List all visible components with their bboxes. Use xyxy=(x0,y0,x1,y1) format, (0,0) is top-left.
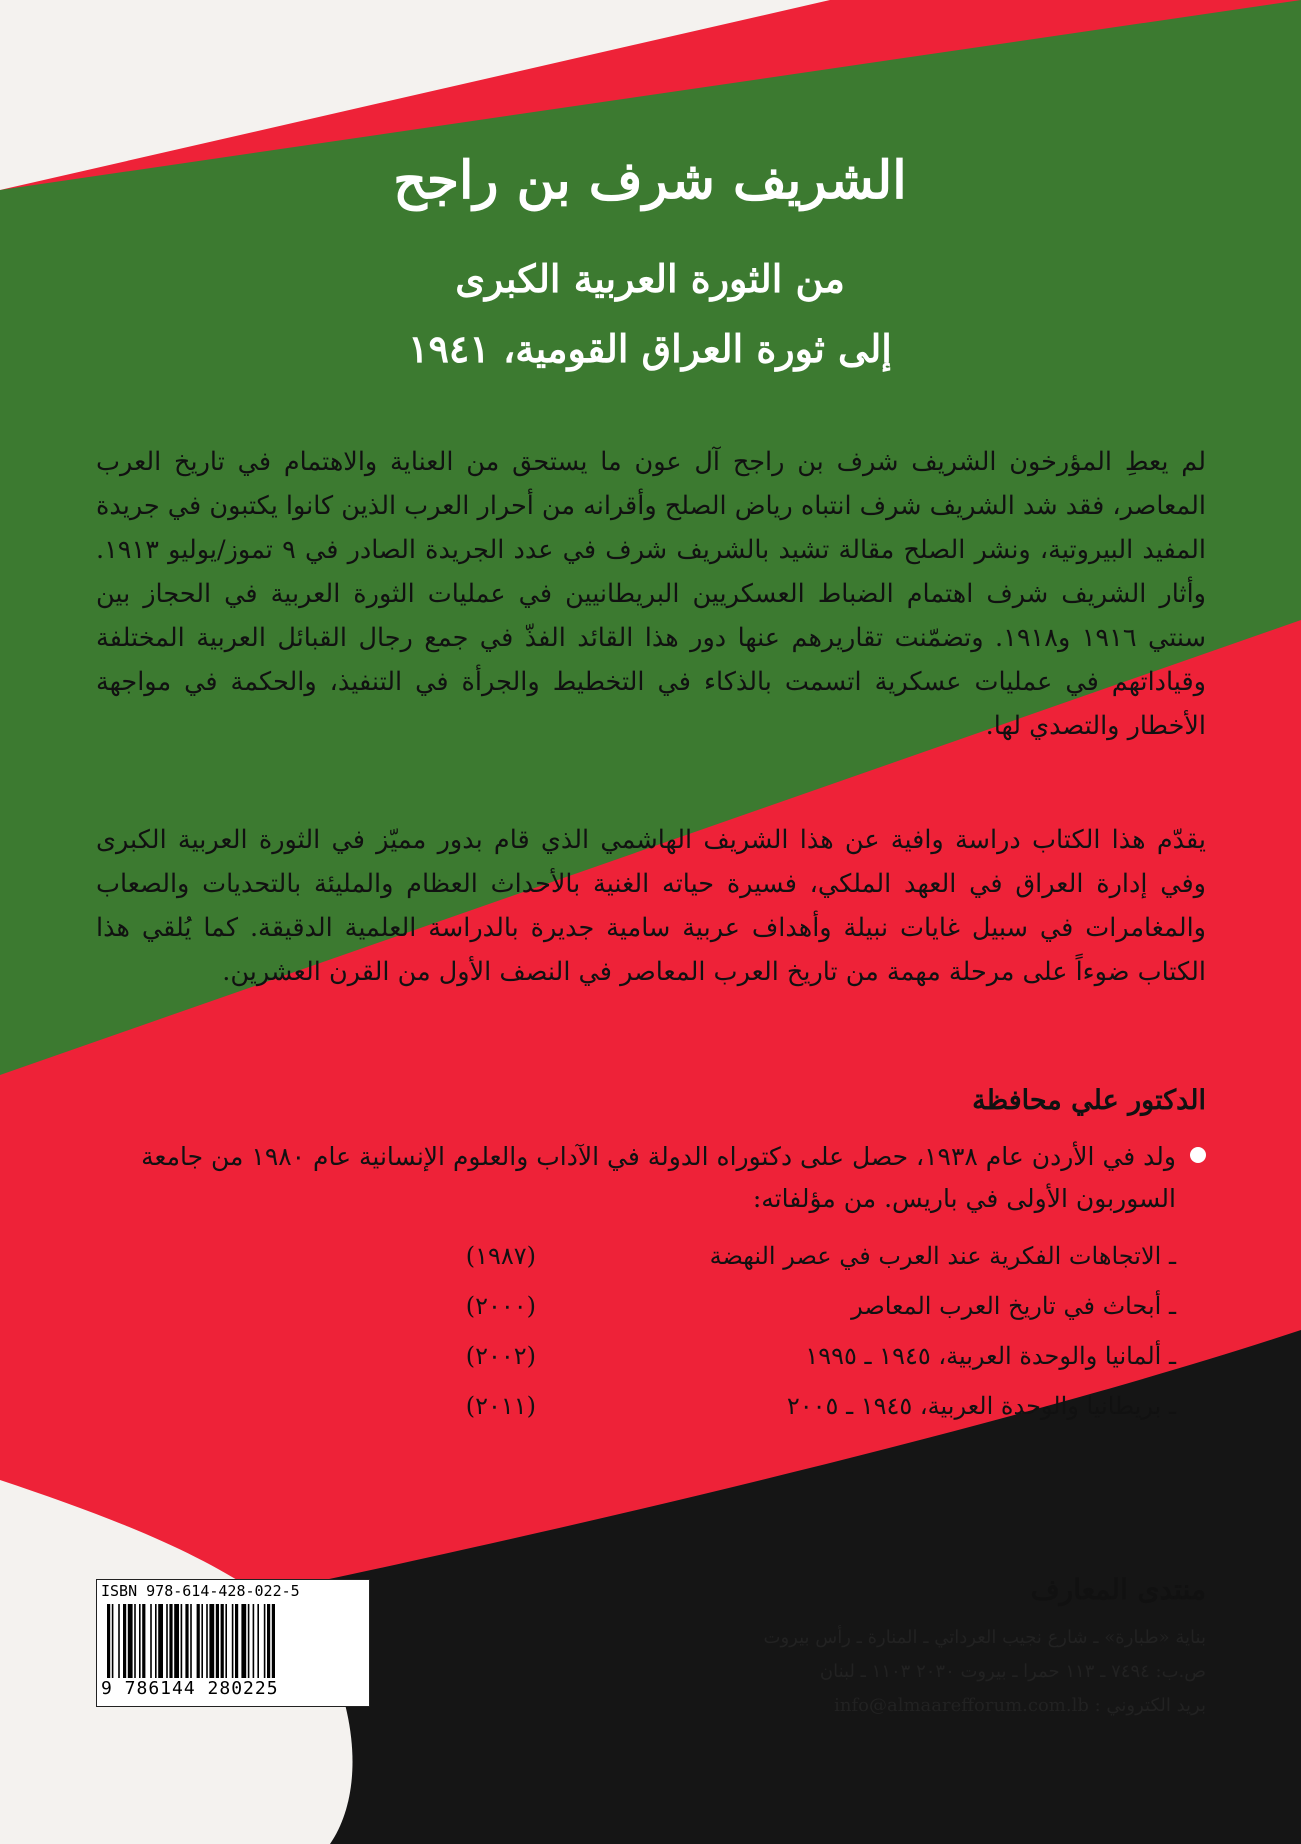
barcode-bar xyxy=(118,1604,120,1678)
barcode-bar xyxy=(267,1604,270,1678)
barcode-bar xyxy=(264,1604,266,1678)
barcode-bar xyxy=(190,1604,192,1678)
publisher-name: منتدى المعارف xyxy=(1030,1573,1206,1606)
work-year: (١٩٨٧) xyxy=(465,1242,536,1270)
barcode-bars xyxy=(105,1604,361,1678)
work-title: ـ ألمانيا والوحدة العربية، ١٩٤٥ ـ ١٩٩٥ xyxy=(805,1342,1176,1370)
email-address: info@almaarefforum.com.lb xyxy=(834,1695,1089,1716)
barcode-bar xyxy=(181,1604,183,1678)
barcode-bar xyxy=(139,1604,141,1678)
publisher-email-row xyxy=(834,1695,1206,1716)
barcode-bar xyxy=(221,1604,224,1678)
barcode-bar xyxy=(197,1604,200,1678)
barcode-bar xyxy=(206,1604,208,1678)
barcode-bar xyxy=(241,1604,246,1678)
blurb-paragraph-2: يقدّم هذا الكتاب دراسة وافية عن هذا الشريف الهاشمي الذي قام بدور مميّز في الثورة العربية الكبرى وفي إدارة العراق في العهد الملكي، فسيرة حياته الغنية بالأحداث العظام والمليئة بالتحديات والصعاب والمغامرات في سبيل غايات نبيلة وأهداف عربية سامية جديرة بالدراسة العلمية الدقيقة. كما يُلقي هذا الكتاب ضوءاً على مرحلة مهمة من تاريخ العرب المعاصر في النصف الأول من القرن العشرين. xyxy=(96,825,1206,987)
barcode-digits: 9 786144 280225 xyxy=(101,1678,279,1699)
barcode-bar xyxy=(155,1604,157,1678)
barcode-bar xyxy=(257,1604,259,1678)
barcode-bar xyxy=(248,1604,250,1678)
barcode-bar xyxy=(166,1604,168,1678)
publisher-address-line1: بناية «طبارة» ـ شارع نجيب العرداتي ـ المنارة ـ رأس بيروت xyxy=(763,1627,1206,1648)
barcode-bar xyxy=(107,1604,110,1678)
blurb-paragraph-1: لم يعطِ المؤرخون الشريف شرف بن راجح آل عون ما يستحق من العناية والاهتمام في تاريخ العرب المعاصر، فقد شد الشريف شرف انتباه رياض الصلح وأقرانه من أحرار العرب الذين كانوا يكتبون في جريدة المفيد البيروتية، ونشر الصلح مقالة تشيد بالشريف شرف في عدد الجريدة الصادر في ٩ تموز/يوليو ١٩١٣. وأثار الشريف شرف اهتمام الضباط العسكريين البريطانيين في عمليات الثورة العربية في الحجاز بين سنتي ١٩١٦ و١٩١٨. وتضمّنت تقاريرهم عنها دور هذا القائد الفذّ في جمع رجال القبائل العربية المختلفة وقياداتهم في عمليات عسكرية اتسمت بالذكاء في التخطيط والجرأة في التنفيذ، والحكمة في مواجهة الأخطار والتصدي لها. xyxy=(96,447,1206,741)
work-title: ـ الاتجاهات الفكرية عند العرب في عصر النهضة xyxy=(709,1242,1176,1270)
publisher-address-line2: ص.ب: ٧٤٩٤ ـ ١١٣ حمرا ـ بيروت ٢٠٣٠ ١١٠٣ ـ لبنان xyxy=(819,1661,1206,1682)
barcode-bar xyxy=(112,1604,114,1678)
book-title: الشريف شرف بن راجح xyxy=(393,150,907,211)
author-bio: ولد في الأردن عام ١٩٣٨، حصل على دكتوراه الدولة في الآداب والعلوم الإنسانية عام ١٩٨٠ من جامعة السوربون الأولى في باريس. من مؤلفاته: xyxy=(141,1142,1176,1213)
work-year: (٢٠١١) xyxy=(465,1392,536,1420)
email-label: بريد الكتروني : xyxy=(1094,1695,1206,1716)
barcode-bar xyxy=(158,1604,163,1678)
work-title: ـ أبحاث في تاريخ العرب المعاصر xyxy=(851,1292,1176,1320)
barcode-bar xyxy=(201,1604,203,1678)
work-item xyxy=(176,1242,1176,1282)
barcode-bar xyxy=(142,1604,145,1678)
barcode-bar xyxy=(150,1604,152,1678)
isbn-barcode xyxy=(96,1579,370,1707)
isbn-label: ISBN 978-614-428-022-5 xyxy=(101,1582,300,1600)
work-item xyxy=(176,1292,1176,1332)
barcode-bar xyxy=(272,1604,275,1678)
author-name: الدكتور علي محافظة xyxy=(972,1085,1206,1116)
barcode-bar xyxy=(216,1604,219,1678)
work-item xyxy=(176,1342,1176,1382)
barcode-bar xyxy=(209,1604,214,1678)
barcode-bar xyxy=(169,1604,172,1678)
work-title: ـ بريطانيا والوحدة العربية، ١٩٤٥ ـ ٢٠٠٥ xyxy=(786,1392,1176,1420)
barcode-bar xyxy=(174,1604,179,1678)
barcode-bar xyxy=(253,1604,255,1678)
barcode-bar xyxy=(128,1604,133,1678)
book-subtitle-line2: إلى ثورة العراق القومية، ١٩٤١ xyxy=(408,326,892,371)
work-year: (٢٠٠٢) xyxy=(465,1342,536,1370)
work-year: (٢٠٠٠) xyxy=(465,1292,536,1320)
barcode-bar xyxy=(185,1604,188,1678)
work-item xyxy=(176,1392,1176,1432)
barcode-bar xyxy=(123,1604,126,1678)
barcode-bar xyxy=(134,1604,136,1678)
barcode-bar xyxy=(225,1604,227,1678)
barcode-bar xyxy=(232,1604,234,1678)
book-subtitle-line1: من الثورة العربية الكبرى xyxy=(455,256,845,301)
barcode-bar xyxy=(235,1604,238,1678)
